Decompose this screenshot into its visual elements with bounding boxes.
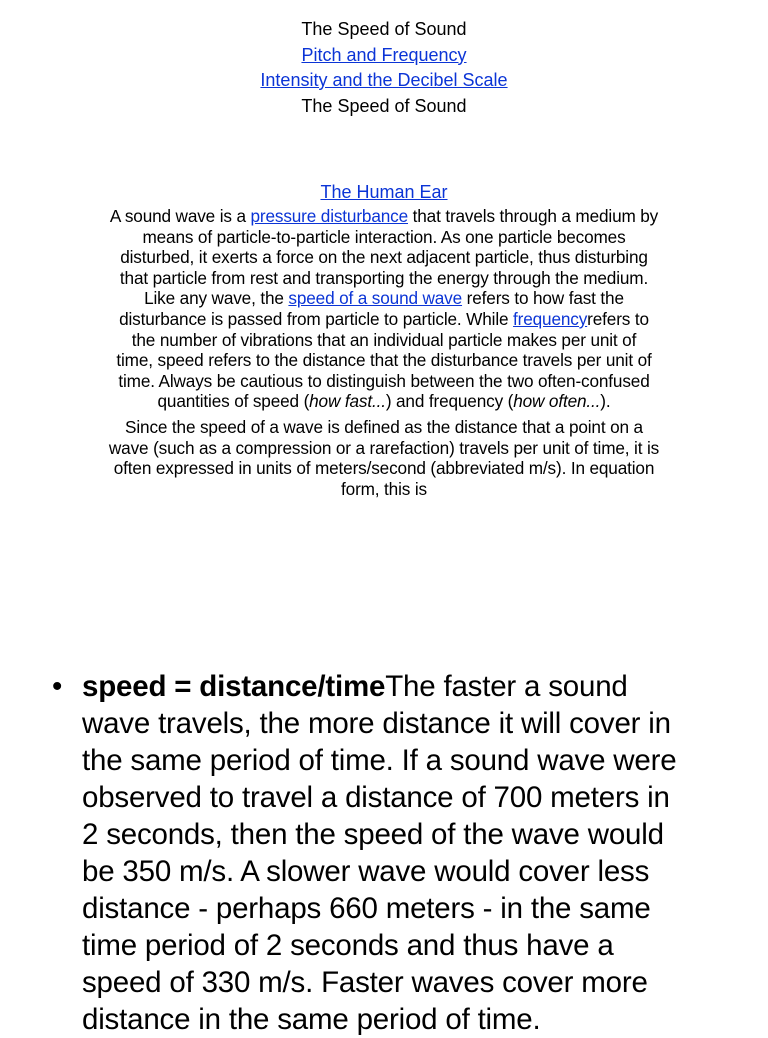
pressure-disturbance-link[interactable]: pressure disturbance: [250, 206, 408, 226]
intro-paragraph: A sound wave is a pressure disturbance that travels through a medium by means of particle-to-particle interaction. As one particle becomes disturbed, it exerts a force on the next adjacent particle, thus disturbing that particle from rest and transporting the energy through the medium. Like any wave, the speed of a sound wave refers to how fast the disturbance is passed from particle to particle. While frequencyrefers to the number of vibrations that an individual particle makes per unit of time, speed refers to the distance that the disturbance travels per unit of time. Always be cautious to distinguish between the two often-confused quantities of speed (how fast...) and frequency (how often...).: [109, 206, 659, 412]
speed-of-sound-wave-link[interactable]: speed of a sound wave: [288, 288, 463, 309]
section-title: The Speed of Sound: [301, 95, 467, 116]
intensity-decibel-link[interactable]: Intensity and the Decibel Scale: [260, 70, 508, 90]
pitch-frequency-link[interactable]: Pitch and Frequency: [301, 44, 467, 65]
speed-definition-paragraph: Since the speed of a wave is defined as the distance that a point on a wave (such as a compression or a rarefaction) travels per unit of time, it is often expressed in units of meters/second (abbreviated m/s). In equation form, this is: [108, 417, 660, 499]
bullet-marker: •: [52, 670, 63, 703]
frequency-link[interactable]: frequency: [513, 308, 588, 329]
speed-formula: speed = distance/time: [82, 670, 386, 703]
page-title: The Speed of Sound: [301, 19, 467, 39]
human-ear-row: [0, 180, 768, 204]
human-ear-link[interactable]: The Human Ear: [320, 182, 448, 202]
header-nav: [0, 17, 768, 119]
bullet-text: speed = distance/timeThe faster a sound wave travels, the more distance it will cover in the same period of time. If a sound wave were observed to travel a distance of 700 meters in 2 seconds, then the speed of the wave would be 350 m/s. A slower wave would cover less distance - perhaps 660 meters - in the same time period of 2 seconds and thus have a speed of 330 m/s. Faster waves cover more distance in the same period of time.: [82, 670, 677, 1036]
